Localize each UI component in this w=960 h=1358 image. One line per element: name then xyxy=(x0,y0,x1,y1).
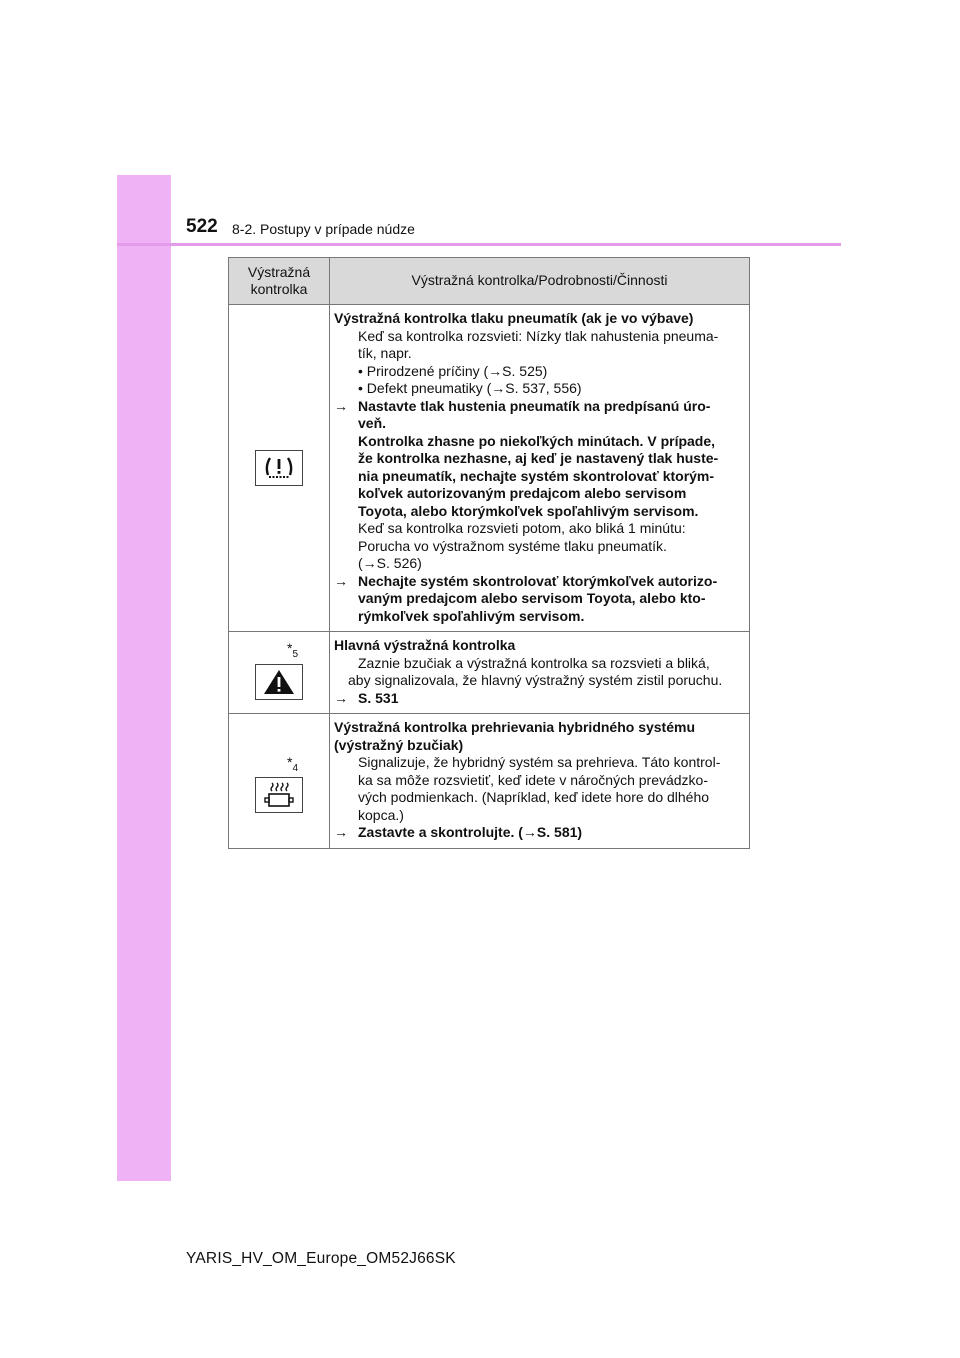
details-cell xyxy=(330,305,750,632)
hybrid-system-overheat-icon xyxy=(255,777,303,813)
indicator-cell xyxy=(229,632,330,714)
text-line: Keď sa kontrolka rozsvieti potom, ako bliká 1 minútu: xyxy=(358,520,686,536)
section-title: 8-2. Postupy v prípade núdze xyxy=(232,221,415,237)
action-text xyxy=(358,398,718,521)
text-line: že kontrolka nezhasne, aj keď je nastavený tlak huste- xyxy=(358,450,719,466)
table-row xyxy=(229,714,750,849)
text-line: veň. xyxy=(358,415,387,431)
action-block xyxy=(334,690,747,708)
text-line: ka sa môže rozsvietiť, keď idete v náročných prevádzko- xyxy=(358,771,709,788)
arrow-icon: → xyxy=(334,572,348,589)
action-block xyxy=(334,573,747,626)
indicator-cell xyxy=(229,714,330,849)
text-line: Toyota, alebo ktorýmkoľvek spoľahlivým servisom. xyxy=(358,502,699,519)
text-line: Signalizuje, že hybridný systém sa prehrieva. Táto kontrol- xyxy=(358,754,721,770)
row-title: Hlavná výstražná kontrolka xyxy=(334,637,516,653)
text-line: vých podmienkach. (Napríklad, keď idete hore do dlhého xyxy=(358,789,710,805)
text-line: Nechajte systém skontrolovať ktorýmkoľvek autorizo- xyxy=(358,572,718,589)
text-line: Kontrolka zhasne po niekoľkých minútach. V prípade, xyxy=(358,432,716,449)
header-rule xyxy=(117,243,841,246)
details-cell xyxy=(330,714,750,849)
arrow-icon: → xyxy=(334,824,348,840)
col-header-details: Výstražná kontrolka/Podrobnosti/Činnosti xyxy=(330,258,750,305)
arrow-icon: → xyxy=(334,689,348,706)
page-number: 522 xyxy=(186,216,218,237)
text-line: (→S. 526) xyxy=(358,555,422,571)
row-title-cont: (výstražný bzučiak) xyxy=(334,736,464,753)
bullet-line: • Prirodzené príčiny (→S. 525) xyxy=(358,362,548,379)
text-line: rýmkoľvek spoľahlivým servisom. xyxy=(358,607,585,624)
indicator-cell xyxy=(229,305,330,632)
table-row xyxy=(229,305,750,632)
row-title: Výstražná kontrolka tlaku pneumatík (ak je vo výbave) xyxy=(334,310,694,326)
text-line: Nastavte tlak hustenia pneumatík na predpísanú úro- xyxy=(358,397,711,414)
col-header-indicator: Výstražná kontrolka xyxy=(229,258,330,305)
action-text: S. 531 xyxy=(358,689,399,706)
text-line: Porucha vo výstražnom systéme tlaku pneumatík. xyxy=(358,537,667,554)
text-line: Keď sa kontrolka rozsvieti: Nízky tlak nahustenia pneuma- xyxy=(358,327,719,344)
table-header-row xyxy=(229,258,750,305)
bullet-line: • Defekt pneumatiky (→S. 537, 556) xyxy=(358,380,582,396)
text-line: tík, napr. xyxy=(358,345,412,361)
action-text: Zastavte a skontrolujte. (→S. 581) xyxy=(358,824,583,840)
warning-lights-table xyxy=(228,257,750,849)
text-line: kopca.) xyxy=(358,806,404,823)
table-row xyxy=(229,632,750,714)
document-code: YARIS_HV_OM_Europe_OM52J66SK xyxy=(186,1250,456,1267)
text-line: Zaznie bzučiak a výstražná kontrolka sa rozsvieti a bliká, xyxy=(358,654,710,671)
side-color-band xyxy=(117,175,171,1181)
master-warning-triangle-icon xyxy=(255,664,303,700)
details-cell xyxy=(330,632,750,714)
row-title: Výstražná kontrolka prehrievania hybridného systému xyxy=(334,719,696,735)
text-line: vaným predajcom alebo servisom Toyota, alebo kto- xyxy=(358,590,706,606)
text-line: aby signalizovala, že hlavný výstražný systém zistil poruchu. xyxy=(348,672,723,688)
arrow-icon: → xyxy=(334,397,348,414)
tire-pressure-warning-icon xyxy=(255,450,303,486)
action-text xyxy=(358,573,717,626)
action-block xyxy=(334,398,747,521)
text-line: nia pneumatík, nechajte systém skontrolovať ktorým- xyxy=(358,467,715,484)
text-line: koľvek autorizovaným predajcom alebo servisom xyxy=(358,485,687,501)
action-block xyxy=(334,824,747,842)
footnote-marker: $*_4$ xyxy=(287,754,299,774)
footnote-marker: $*_5$ xyxy=(287,640,299,660)
